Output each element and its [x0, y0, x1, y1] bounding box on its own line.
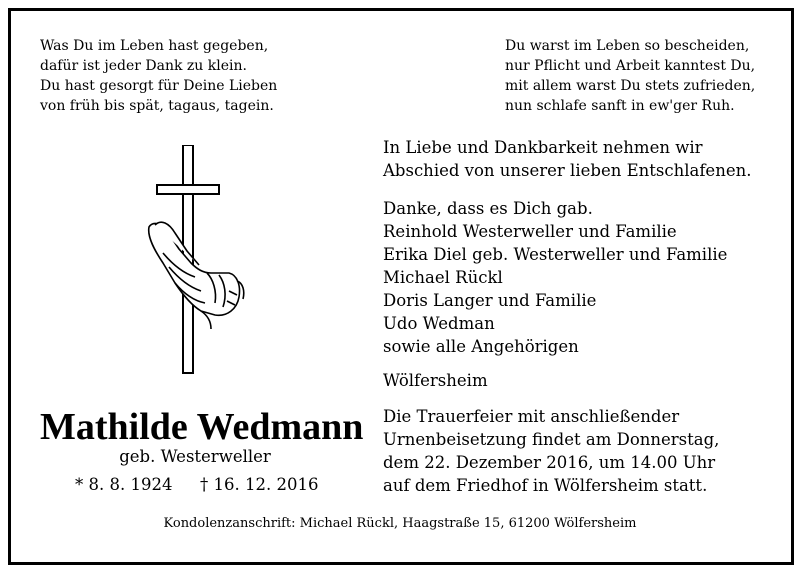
service-line: dem 22. Dezember 2016, um 14.00 Uhr — [383, 453, 716, 472]
intro-text — [383, 136, 751, 182]
place-name: Wölfersheim — [383, 371, 488, 390]
mourner: Udo Wedman — [383, 314, 495, 333]
verse-left — [40, 36, 277, 116]
birth-date: * 8. 8. 1924 — [75, 475, 173, 494]
mourner: Michael Rückl — [383, 268, 503, 287]
verse-line: mit allem warst Du stets zufrieden, — [505, 78, 756, 94]
mourner: sowie alle Angehörigen — [383, 337, 579, 356]
praying-hands-icon — [149, 222, 244, 329]
verse-line: Du hast gesorgt für Deine Lieben — [40, 78, 278, 94]
mourner: Doris Langer und Familie — [383, 291, 597, 310]
verse-right — [505, 36, 755, 116]
death-date: † 16. 12. 2016 — [200, 475, 319, 494]
service-line: Die Trauerfeier mit anschließender — [383, 407, 680, 426]
intro-line: In Liebe und Dankbarkeit nehmen wir — [383, 138, 703, 157]
thanks-line: Danke, dass es Dich gab. — [383, 199, 593, 218]
service-line: Urnenbeisetzung findet am Donnerstag, — [383, 430, 720, 449]
verse-line: nur Pflicht und Arbeit kanntest Du, — [505, 58, 756, 74]
mourner: Reinhold Westerweller und Familie — [383, 222, 677, 241]
verse-line: nun schlafe sanft in ew'ger Ruh. — [505, 98, 735, 114]
deceased-name: Mathilde Wedmann — [40, 406, 364, 448]
mourner: Erika Diel geb. Westerweller und Familie — [383, 245, 728, 264]
service-info — [383, 405, 719, 497]
verse-line: dafür ist jeder Dank zu klein. — [40, 58, 247, 74]
verse-line: Du warst im Leben so bescheiden, — [505, 38, 750, 54]
condolence-address: Kondolenzanschrift: Michael Rückl, Haagstraße 15, 61200 Wölfersheim — [163, 516, 637, 531]
verse-line: Was Du im Leben hast gegeben, — [40, 38, 269, 54]
maiden-name: geb. Westerweller — [119, 447, 271, 466]
service-line: auf dem Friedhof in Wölfersheim statt. — [383, 476, 708, 495]
cross-with-hands — [145, 145, 255, 375]
intro-line: Abschied von unserer lieben Entschlafenen. — [383, 161, 752, 180]
verse-line: von früh bis spät, tagaus, tagein. — [40, 98, 274, 114]
mourners-list — [383, 220, 727, 358]
